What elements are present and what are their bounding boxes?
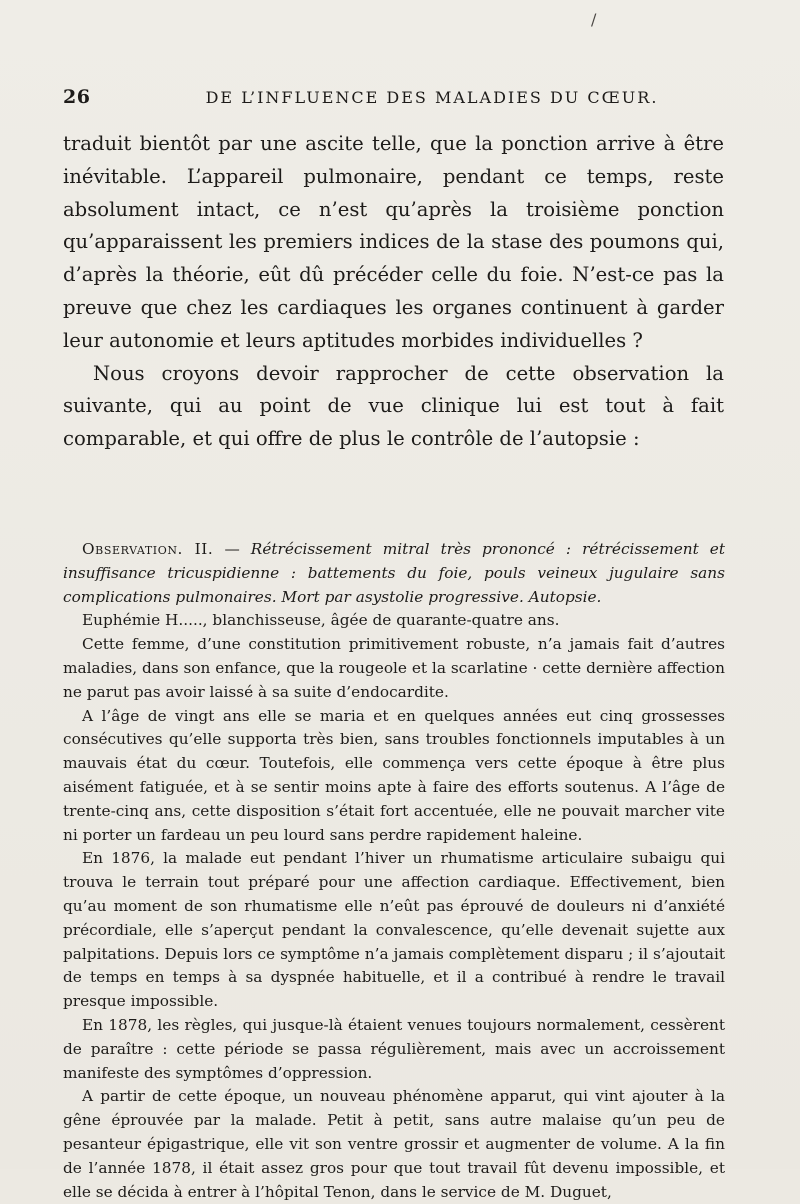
running-head: DE L’INFLUENCE DES MALADIES DU CŒUR. <box>205 88 659 107</box>
observation-label: Observation. II. <box>82 540 214 558</box>
page-number: 26 <box>63 86 91 108</box>
observation-paragraph-hospital: A partir de cette époque, un nouveau phénomène apparut, qui vint ajouter à la gêne éprouvée par la malade. Petit à petit, sans autre malaise qu’un peu de pesanteur épigastrique, elle vit son ventre grossir et augmenter de volume. A la fin de l’année 1878, il était assez gros pour que tout travail fût devenu impossible, et elle se décida à entrer à l’hôpital Tenon, dans le service de M. Duguet, <box>63 1087 725 1201</box>
observation-heading <box>63 538 725 609</box>
observation-separator: — <box>213 540 251 558</box>
observation-paragraph-history: Cette femme, d’une constitution primitivement robuste, n’a jamais fait d’autres maladies, dans son enfance, que la rougeole et la scarlatine · cette dernière affection ne parut pas avoir laissé à sa suite d’endocardite. <box>63 635 725 701</box>
margin-mark: / <box>591 10 597 29</box>
observation-paragraph-pregnancies: A l’âge de vingt ans elle se maria et en quelques années eut cinq grossesses consécutives qu’elle supporta très bien, sans troubles fonctionnels imputables à un mauvais état du cœur. Toutefois, elle commença vers cette époque à être plus aisément fatiguée, et à se sentir moins apte à faire des efforts soutenus. A l’âge de trente-cinq ans, cette disposition s’était fort accentuée, elle ne pouvait marcher vite ni porter un fardeau un peu lourd sans perdre rapidement haleine. <box>63 706 725 844</box>
main-text <box>63 128 724 456</box>
observation-paragraph-1878: En 1878, les règles, qui jusque-là étaient venues toujours normalement, cessèrent de paraître : cette période se passa régulièrement, mais avec un accroissement manifeste des symptômes d’oppression. <box>63 1015 725 1082</box>
observation-patient-line: Euphémie H....., blanchisseuse, âgée de quarante-quatre ans. <box>82 611 560 630</box>
observation-title: Rétrécissement mitral très prononcé : rétrécissement et insuffisance tricuspidienne : battements du foie, pouls veineux jugulaire sans complications pulmonaires. Mort par asystolie progressive. Autopsie. <box>63 540 725 606</box>
paragraph-intro: traduit bientôt par une ascite telle, que la ponction arrive à être inévitable. L’appareil pulmonaire, pendant ce temps, reste absolument intact, ce n’est qu’après la troisième ponction qu’apparaissent les premiers indices de la stase des poumons qui, d’après la théorie, eût dû précéder celle du foie. N’est-ce pas la preuve que chez les cardiaques les organes continuent à garder leur autonomie et leurs aptitudes morbides individuelles ? <box>63 132 724 352</box>
page-header <box>63 86 723 110</box>
paragraph-transition: Nous croyons devoir rapprocher de cette observation la suivante, qui au point de vue clinique lui est tout à fait comparable, et qui offre de plus le contrôle de l’autopsie : <box>63 361 724 451</box>
observation-paragraph-1876: En 1876, la malade eut pendant l’hiver un rhumatisme articulaire subaigu qui trouva le terrain tout préparé pour une affection cardiaque. Effectivement, bien qu’au moment de son rhumatisme elle n’eût pas éprouvé de douleurs ni d’anxiété précordiale, elle s’aperçut pendant la convalescence, qu’elle devenait sujette aux palpitations. Depuis lors ce symptôme n’a jamais complètement disparu ; il s’ajoutait de temps en temps à sa dyspnée habituelle, et il a contribué à rendre le travail presque impossible. <box>63 849 725 1011</box>
observation-block <box>63 538 725 1204</box>
